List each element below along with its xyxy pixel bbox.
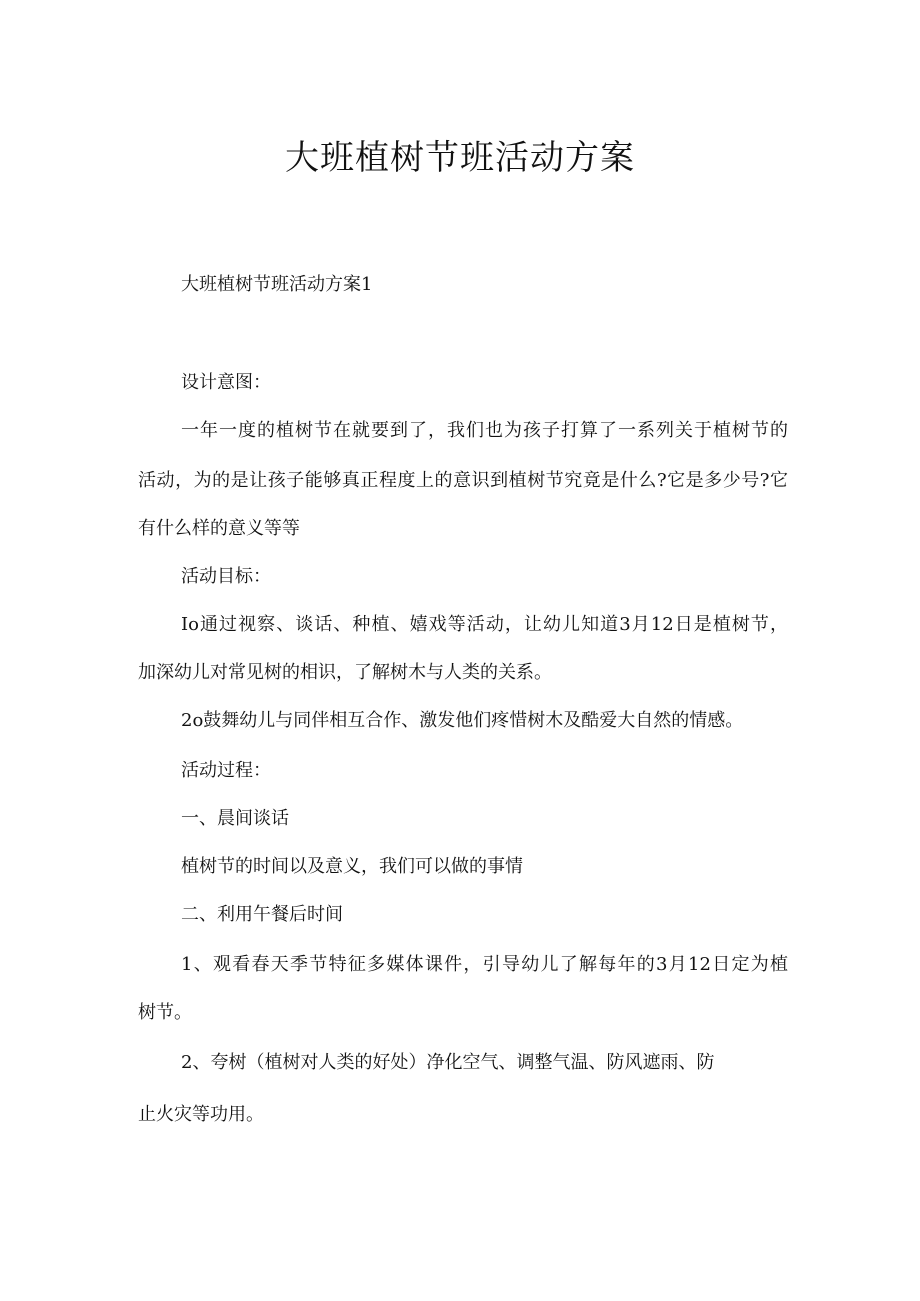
paragraph-line: Io通过视察、谈话、种植、嬉戏等活动，让幼儿知道3月12日是植树节， — [181, 614, 788, 635]
list-item: 一、晨间谈话 — [181, 808, 289, 829]
paragraph-line: 止火灾等功用。 — [138, 1104, 264, 1125]
list-item: 2、夸树（植树对人类的好处）净化空气、调整气温、防风遮雨、防 — [181, 1052, 715, 1073]
paragraph-line: 植树节的时间以及意义，我们可以做的事情 — [181, 856, 523, 877]
paragraph-line: 一年一度的植树节在就要到了，我们也为孩子打算了一系列关于植树节的 — [181, 420, 788, 441]
paragraph-line: 活动，为的是让孩子能够真正程度上的意识到植树节究竟是什么?它是多少号?它 — [138, 470, 788, 491]
paragraph-line: 树节。 — [138, 1002, 192, 1023]
paragraph-line: 有什么样的意义等等 — [138, 518, 300, 539]
subheading-design-intent: 设计意图： — [181, 372, 271, 393]
subheading-process: 活动过程： — [181, 760, 271, 781]
paragraph-line: 2o鼓舞幼儿与同伴相互合作、激发他们疼惜树木及酷爱大自然的情感。 — [181, 710, 744, 731]
list-item: 二、利用午餐后时间 — [181, 904, 343, 925]
paragraph-line: 加深幼儿对常见树的相识，了解树木与人类的关系。 — [138, 662, 552, 683]
document-title: 大班植树节班活动方案 — [285, 138, 635, 178]
list-item: 1、观看春天季节特征多媒体课件，引导幼儿了解每年的3月12日定为植 — [181, 954, 788, 975]
section-heading: 大班植树节班活动方案1 — [181, 274, 373, 295]
subheading-goals: 活动目标： — [181, 566, 271, 587]
